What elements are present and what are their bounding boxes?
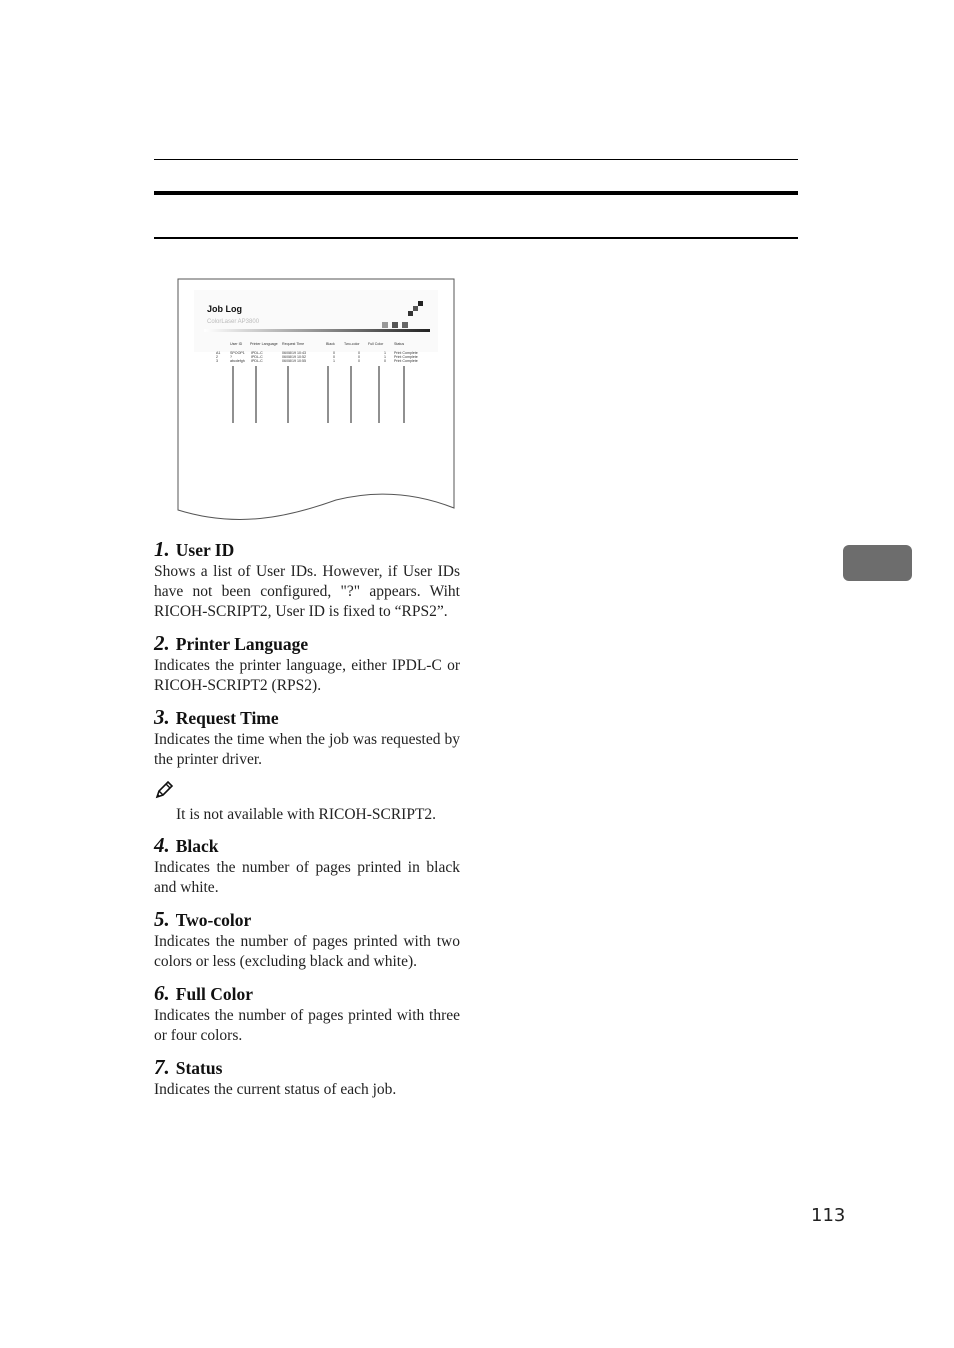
item-user-id: [154, 536, 460, 622]
table-cell: IPDL-C: [251, 355, 263, 359]
item-description: Indicates the number of pages printed with three or four colors.: [154, 1007, 460, 1044]
report-subtitle: ColorLaser AP3800: [207, 319, 260, 325]
column-header: Status: [394, 342, 405, 346]
table-cell: IPDL-C: [251, 351, 263, 355]
table-cell: 0: [384, 359, 386, 363]
report-header-bar: [204, 329, 430, 332]
table-cell: abcdefgh: [230, 359, 245, 363]
chapter-tab: [843, 545, 912, 581]
logo-square: [392, 322, 398, 328]
item-description: Shows a list of User IDs. However, if User IDs have not been configured, "?" appears. Wiht RICOH-SCRIPT2, User ID is fixed to “RPS2”.: [154, 563, 460, 620]
logo-square: [413, 306, 418, 311]
item-title: Status: [175, 1058, 223, 1078]
table-cell: Print Complete: [394, 359, 418, 363]
column-header: Full Color: [368, 342, 384, 346]
item-description: Indicates the current status of each job.: [154, 1081, 397, 1098]
column-header: User ID: [230, 342, 243, 346]
table-cell: 2: [216, 355, 218, 359]
item-status: [154, 1054, 460, 1100]
item-number: 5.: [154, 907, 170, 931]
item-number: 4.: [154, 833, 170, 857]
item-number: 7.: [154, 1055, 170, 1079]
table-cell: 0: [358, 351, 360, 355]
table-cell: Print Complete: [394, 351, 418, 355]
column-header: Two-color: [344, 342, 360, 346]
item-request-time: [154, 704, 460, 824]
item-two-color: [154, 906, 460, 972]
table-cell: 1: [384, 355, 386, 359]
item-description: Indicates the number of pages printed with two colors or less (excluding black and white).: [154, 933, 460, 970]
header-rule-top: [154, 159, 798, 160]
item-black: [154, 832, 460, 898]
item-title: Two-color: [175, 910, 252, 930]
table-cell: 0: [333, 355, 335, 359]
table-cell: ?: [230, 355, 232, 359]
table-cell: 3: [216, 359, 218, 363]
table-cell: A1: [216, 351, 221, 355]
job-log-illustration: [176, 278, 458, 524]
logo-square: [382, 322, 388, 328]
column-header: Black: [326, 342, 335, 346]
item-description: Indicates the time when the job was requested by the printer driver.: [154, 731, 460, 768]
item-title: Request Time: [175, 708, 279, 728]
column-header: Request Time: [282, 342, 305, 346]
table-cell: 06/08/19 10:55: [282, 359, 306, 363]
note: [154, 780, 460, 824]
item-number: 3.: [154, 705, 170, 729]
logo-square: [408, 311, 413, 316]
item-number: 6.: [154, 981, 170, 1005]
table-cell: SPOOP1: [230, 351, 245, 355]
item-full-color: [154, 980, 460, 1046]
item-title: Full Color: [175, 984, 254, 1004]
column-header: Printer Language: [250, 342, 278, 346]
item-number: 1.: [154, 537, 170, 561]
note-text: It is not available with RICOH-SCRIPT2.: [176, 806, 437, 823]
item-title: Black: [175, 836, 219, 856]
pencil-note-icon: [154, 780, 174, 800]
table-cell: IPDL-C: [251, 359, 263, 363]
table-cell: 0: [333, 351, 335, 355]
item-description: Indicates the printer language, either IPDL-C or RICOH-SCRIPT2 (RPS2).: [154, 657, 460, 694]
table-cell: 1: [384, 351, 386, 355]
table-cell: 0: [358, 359, 360, 363]
item-number: 2.: [154, 631, 170, 655]
item-title: User ID: [175, 540, 235, 560]
item-printer-language: [154, 630, 460, 696]
report-title: Job Log: [207, 304, 242, 314]
page-number: 113: [811, 1205, 846, 1226]
item-description: Indicates the number of pages printed in black and white.: [154, 859, 460, 896]
table-cell: 06/08/19 10:43: [282, 351, 306, 355]
table-cell: 1: [333, 359, 335, 363]
table-cell: 06/08/19 10:52: [282, 355, 306, 359]
logo-square: [402, 322, 408, 328]
table-cell: Print Complete: [394, 355, 418, 359]
logo-square: [418, 301, 423, 306]
item-title: Printer Language: [175, 634, 309, 654]
header-rule-thick: [154, 191, 798, 195]
table-cell: 0: [358, 355, 360, 359]
header-rule-bottom: [154, 237, 798, 239]
job-log-figure: [176, 278, 458, 524]
description-list: [154, 536, 460, 1100]
